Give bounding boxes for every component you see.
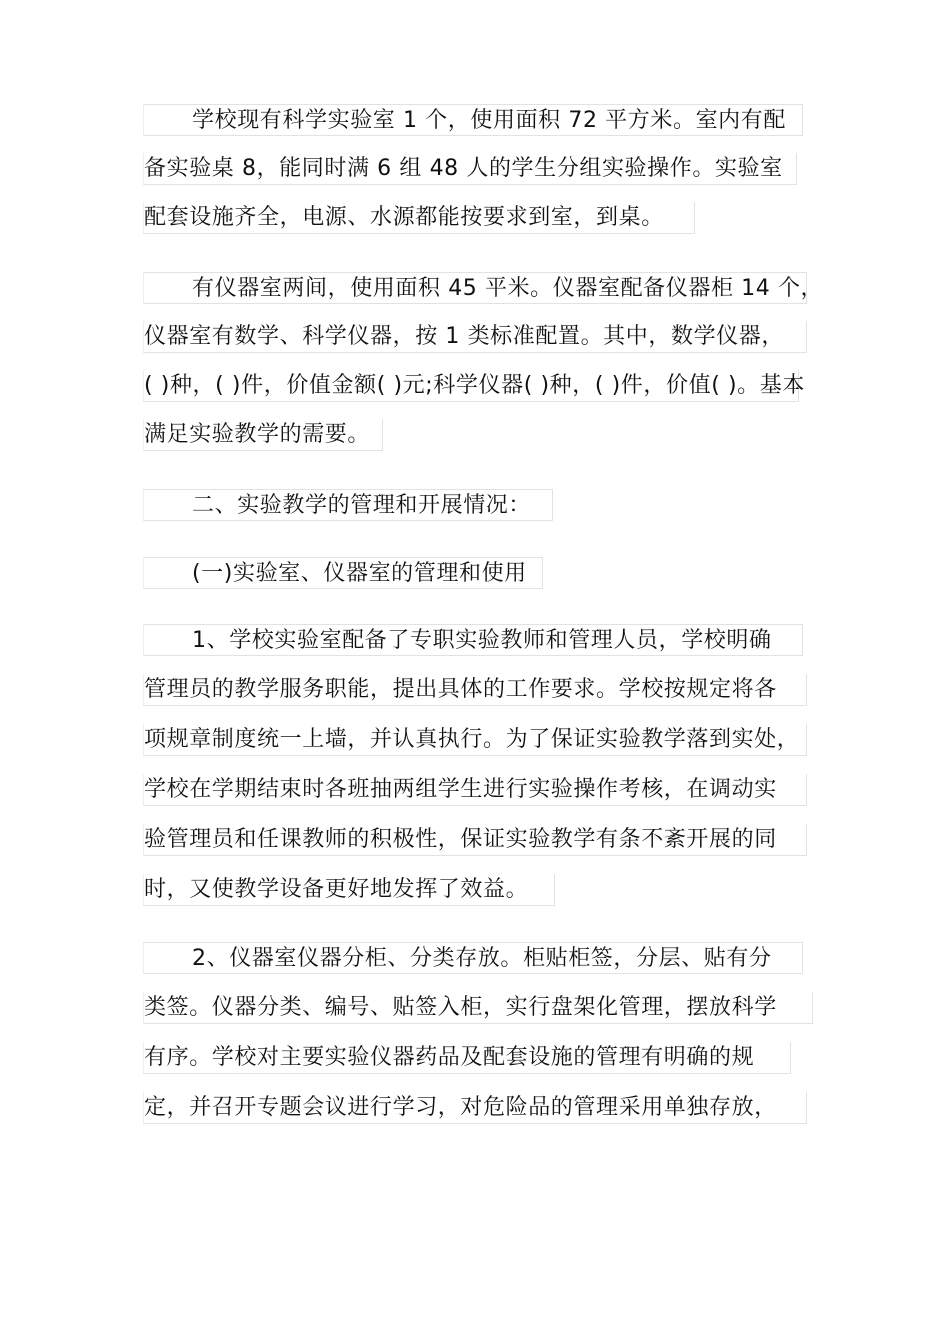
section-heading-2: 二、实验教学的管理和开展情况：	[143, 489, 553, 521]
paragraph-1-line-2: 备实验桌 8，能同时满 6 组 48 人的学生分组实验操作。实验室	[143, 153, 797, 185]
paragraph-2-line-3: ( )种，( )件，价值金额( )元;科学仪器( )种，( )件，价值( )。基本	[143, 370, 799, 402]
paragraph-4-line-3: 有序。学校对主要实验仪器药品及配套设施的管理有明确的规	[143, 1042, 791, 1074]
paragraph-2-line-4: 满足实验教学的需要。	[143, 419, 383, 451]
paragraph-2-line-2: 仪器室有数学、科学仪器，按 1 类标准配置。其中，数学仪器，	[143, 321, 807, 353]
paragraph-3-line-6: 时，又使教学设备更好地发挥了效益。	[143, 874, 555, 906]
paragraph-3-line-1: 1、学校实验室配备了专职实验教师和管理人员，学校明确	[143, 624, 803, 656]
paragraph-4-line-1: 2、仪器室仪器分柜、分类存放。柜贴柜签，分层、贴有分	[143, 942, 803, 974]
paragraph-4-line-2: 类签。仪器分类、编号、贴签入柜，实行盘架化管理，摆放科学	[143, 992, 813, 1024]
subsection-heading-1: (一)实验室、仪器室的管理和使用	[143, 557, 543, 589]
paragraph-4-line-4: 定，并召开专题会议进行学习，对危险品的管理采用单独存放，	[143, 1092, 807, 1124]
paragraph-1-line-3: 配套设施齐全，电源、水源都能按要求到室，到桌。	[143, 202, 695, 234]
paragraph-3-line-2: 管理员的教学服务职能，提出具体的工作要求。学校按规定将各	[143, 674, 807, 706]
paragraph-3-line-5: 验管理员和任课教师的积极性，保证实验教学有条不紊开展的同	[143, 824, 807, 856]
paragraph-3-line-4: 学校在学期结束时各班抽两组学生进行实验操作考核，在调动实	[143, 774, 807, 806]
paragraph-1-line-1: 学校现有科学实验室 1 个，使用面积 72 平方米。室内有配	[143, 104, 803, 136]
paragraph-3-line-3: 项规章制度统一上墙，并认真执行。为了保证实验教学落到实处，	[143, 724, 807, 756]
paragraph-2-line-1: 有仪器室两间，使用面积 45 平米。仪器室配备仪器柜 14 个，	[143, 272, 807, 304]
